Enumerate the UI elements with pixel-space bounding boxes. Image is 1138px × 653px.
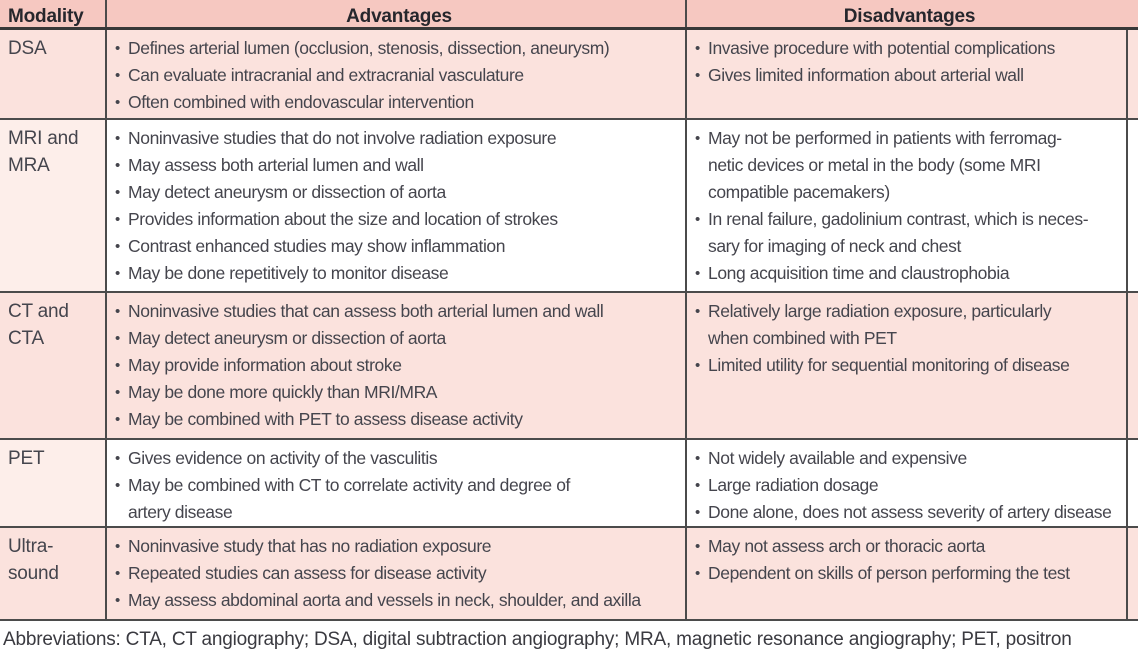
bullet-line: • Not widely available and expensive bbox=[695, 445, 1124, 472]
bullet-line: • Noninvasive studies that do not involve radiation exposure bbox=[115, 125, 683, 152]
column-header-disadvantages: Disadvantages bbox=[685, 0, 1126, 27]
modality-cell bbox=[0, 528, 105, 619]
bullet-line: • Gives limited information about arterial wall bbox=[695, 62, 1124, 89]
disadvantages-cell bbox=[685, 30, 1126, 118]
modality-cell bbox=[0, 30, 105, 118]
disadvantages-cell bbox=[685, 440, 1126, 526]
bullet-line: • Long acquisition time and claustrophobia bbox=[695, 260, 1124, 287]
bullet-line: • Can evaluate intracranial and extracranial vasculature bbox=[115, 62, 683, 89]
advantages-cell bbox=[105, 30, 685, 118]
bullet-line: • Noninvasive studies that can assess both arterial lumen and wall bbox=[115, 298, 683, 325]
bullet-line: • Noninvasive study that has no radiation exposure bbox=[115, 533, 683, 560]
bullet-line: • Limited utility for sequential monitoring of disease bbox=[695, 352, 1124, 379]
bullet-line: when combined with PET bbox=[708, 328, 897, 348]
bullet-line: • Relatively large radiation exposure, particularly bbox=[695, 298, 1124, 325]
bullet-line: • Invasive procedure with potential complications bbox=[695, 35, 1124, 62]
table-edge bbox=[1126, 30, 1138, 118]
table-body bbox=[0, 30, 1138, 621]
bullet-line: • May provide information about stroke bbox=[115, 352, 683, 379]
bullet-line: • In renal failure, gadolinium contrast, which is neces- bbox=[695, 206, 1124, 233]
disadvantages-cell bbox=[685, 293, 1126, 438]
table-row bbox=[0, 528, 1138, 621]
table-header-row bbox=[0, 0, 1138, 30]
bullet-line: • Gives evidence on activity of the vasculitis bbox=[115, 445, 683, 472]
bullet-line: • May be combined with CT to correlate activity and degree of bbox=[115, 472, 683, 499]
bullet-line: artery disease bbox=[128, 502, 233, 522]
bullet-line: • May be done repetitively to monitor disease bbox=[115, 260, 683, 287]
disadvantages-cell bbox=[685, 120, 1126, 291]
modality-cell bbox=[0, 293, 105, 438]
modality-label: CT and bbox=[8, 301, 69, 322]
modality-label: MRA bbox=[8, 155, 50, 176]
bullet-line: • May assess abdominal aorta and vessels in neck, shoulder, and axilla bbox=[115, 587, 683, 614]
column-header-modality: Modality bbox=[0, 0, 105, 27]
bullet-line: • May assess both arterial lumen and wall bbox=[115, 152, 683, 179]
advantages-cell bbox=[105, 293, 685, 438]
modality-label: CTA bbox=[8, 328, 44, 349]
bullet-line: • Defines arterial lumen (occlusion, stenosis, dissection, aneurysm) bbox=[115, 35, 683, 62]
table-row bbox=[0, 440, 1138, 528]
bullet-line: sary for imaging of neck and chest bbox=[708, 236, 961, 256]
bullet-line: • May be combined with PET to assess disease activity bbox=[115, 406, 683, 433]
column-header-advantages: Advantages bbox=[105, 0, 685, 27]
bullet-line: • Dependent on skills of person performing the test bbox=[695, 560, 1124, 587]
bullet-line: • May be done more quickly than MRI/MRA bbox=[115, 379, 683, 406]
bullet-line: • Often combined with endovascular intervention bbox=[115, 89, 683, 116]
table-row bbox=[0, 30, 1138, 120]
modality-label: MRI and bbox=[8, 128, 79, 149]
bullet-line: • Large radiation dosage bbox=[695, 472, 1124, 499]
modality-label: sound bbox=[8, 563, 59, 584]
table-edge bbox=[1126, 0, 1138, 27]
table-edge bbox=[1126, 293, 1138, 438]
table-edge bbox=[1126, 120, 1138, 291]
bullet-line: • Contrast enhanced studies may show inflammation bbox=[115, 233, 683, 260]
modality-label: DSA bbox=[8, 38, 47, 59]
bullet-line: • Repeated studies can assess for disease activity bbox=[115, 560, 683, 587]
modality-label: PET bbox=[8, 448, 45, 469]
bullet-line: netic devices or metal in the body (some MRI bbox=[708, 155, 1041, 175]
advantages-cell bbox=[105, 440, 685, 526]
bullet-line: • Done alone, does not assess severity of artery disease bbox=[695, 499, 1124, 526]
table-edge bbox=[1126, 528, 1138, 619]
modality-label: Ultra- bbox=[8, 536, 54, 557]
advantages-cell bbox=[105, 528, 685, 619]
bullet-line: • May detect aneurysm or dissection of aorta bbox=[115, 325, 683, 352]
bullet-line: • May detect aneurysm or dissection of aorta bbox=[115, 179, 683, 206]
table-row bbox=[0, 293, 1138, 440]
table-edge bbox=[1126, 440, 1138, 526]
bullet-line: • Provides information about the size and location of strokes bbox=[115, 206, 683, 233]
bullet-line: • May not be performed in patients with ferromag- bbox=[695, 125, 1124, 152]
bullet-line: compatible pacemakers) bbox=[708, 182, 890, 202]
disadvantages-cell bbox=[685, 528, 1126, 619]
advantages-cell bbox=[105, 120, 685, 291]
modality-cell bbox=[0, 120, 105, 291]
modality-cell bbox=[0, 440, 105, 526]
abbreviations-footnote: Abbreviations: CTA, CT angiography; DSA, digital subtraction angiography; MRA, magnetic resonance angiography; PET, positron bbox=[3, 629, 1072, 650]
table-row bbox=[0, 120, 1138, 293]
bullet-line: • May not assess arch or thoracic aorta bbox=[695, 533, 1124, 560]
